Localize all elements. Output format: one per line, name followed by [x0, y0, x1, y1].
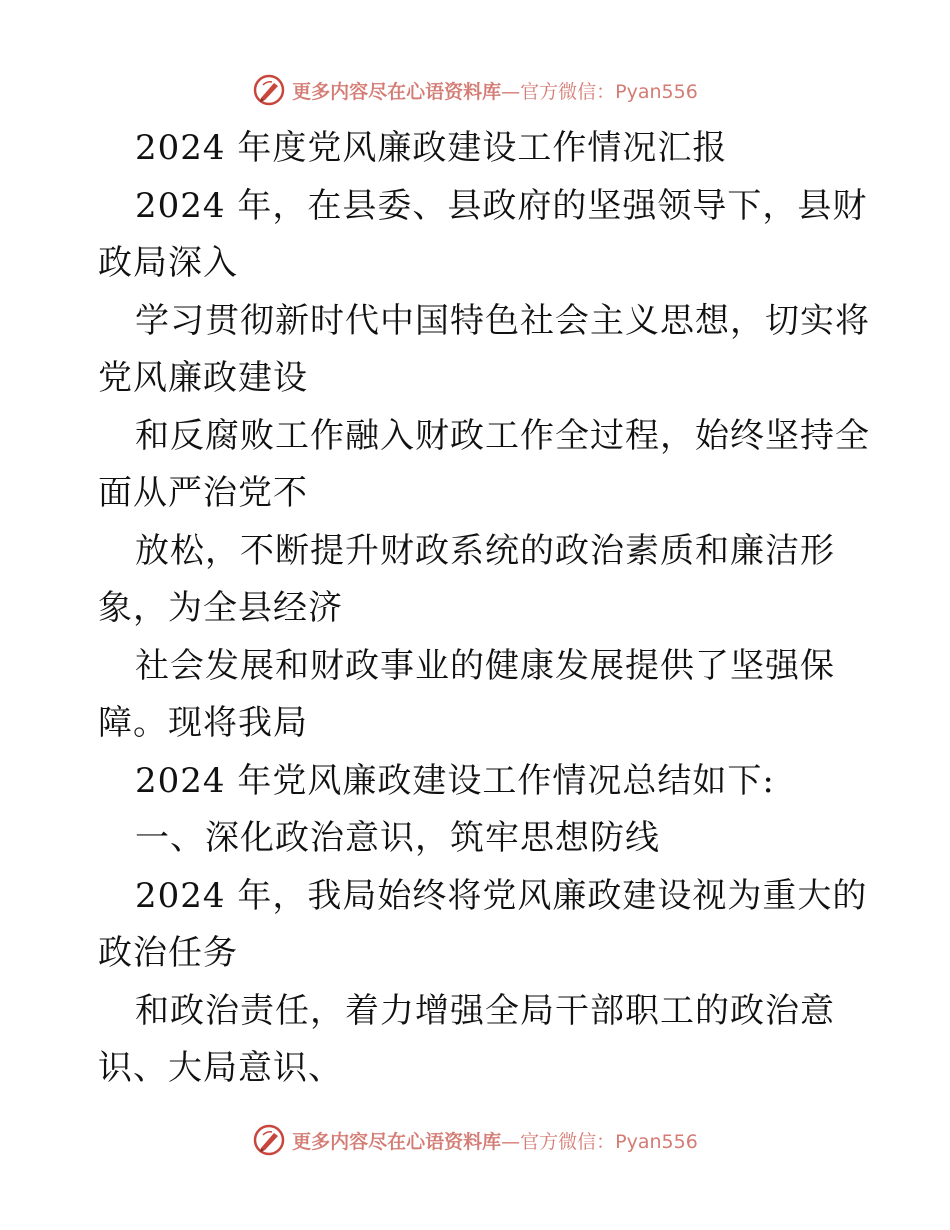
- watermark-contact: —官方微信：Pyan556: [501, 1130, 698, 1153]
- document-body: [98, 120, 870, 1098]
- text-line: 政治任务: [98, 933, 238, 973]
- text-line: 和反腐败工作融入财政工作全过程，始终坚持全: [135, 415, 870, 456]
- text-line: 党风廉政建设: [98, 358, 308, 398]
- watermark-text: [292, 77, 698, 104]
- watermark-text: [292, 1127, 698, 1154]
- text-line: 象，为全县经济: [98, 588, 343, 628]
- text-line: 2024 年度党风廉政建设工作情况汇报: [135, 128, 728, 168]
- text-line: 一、深化政治意识，筑牢思想防线: [135, 818, 660, 858]
- pen-logo-icon: [252, 73, 286, 107]
- text-line: 学习贯彻新时代中国特色社会主义思想，切实将: [135, 300, 870, 341]
- pen-logo-icon: [252, 1123, 286, 1157]
- watermark-brand: 更多内容尽在心语资料库: [292, 80, 502, 103]
- text-line: 和政治责任，着力增强全局干部职工的政治意: [135, 990, 835, 1031]
- text-line: 社会发展和财政事业的健康发展提供了坚强保: [135, 645, 835, 686]
- header-watermark: [0, 70, 950, 110]
- text-line: 识、大局意识、: [98, 1048, 343, 1088]
- text-line: 面从严治党不: [98, 473, 308, 513]
- text-line: 2024 年，在县委、县政府的坚强领导下，县财: [135, 185, 868, 226]
- text-line: 2024 年党风廉政建设工作情况总结如下:: [135, 760, 775, 801]
- watermark-contact: —官方微信：Pyan556: [501, 80, 698, 103]
- text-line: 2024 年，我局始终将党风廉政建设视为重大的: [135, 875, 868, 916]
- text-line: 放松，不断提升财政系统的政治素质和廉洁形: [135, 530, 835, 571]
- text-line: 政局深入: [98, 243, 238, 283]
- footer-watermark: [0, 1120, 950, 1160]
- watermark-brand: 更多内容尽在心语资料库: [292, 1130, 502, 1153]
- text-line: 障。现将我局: [98, 703, 308, 743]
